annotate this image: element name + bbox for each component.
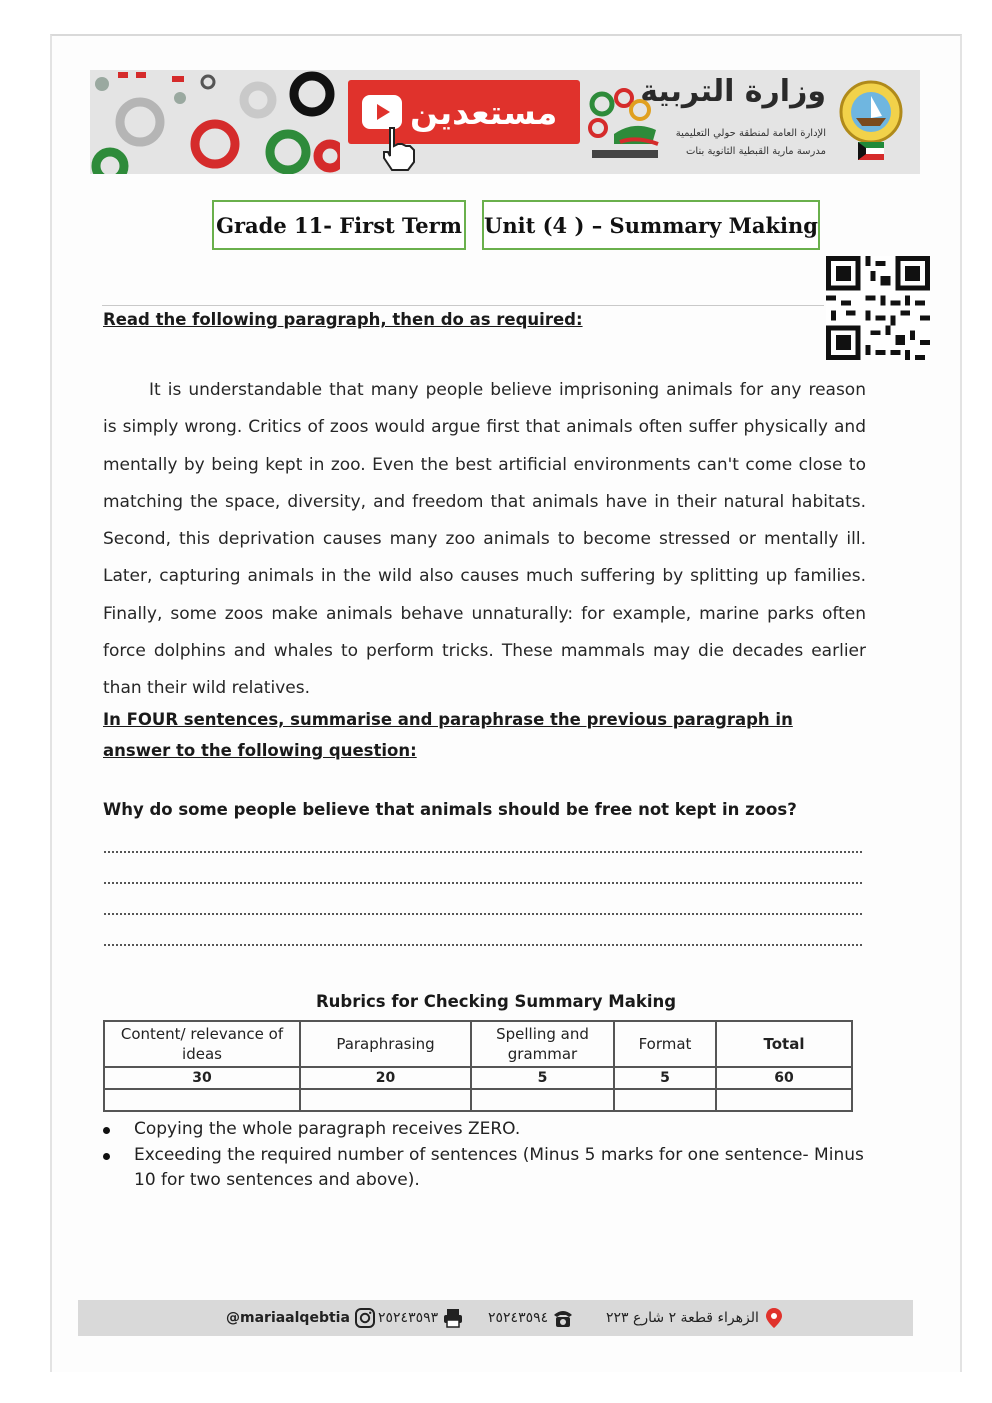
note-item — [103, 1117, 873, 1142]
fax-number: ٢٥٢٤٣٥٩٣ — [378, 1310, 439, 1326]
rubric-mark-cell: 30 — [104, 1067, 300, 1089]
bullet-icon — [103, 1153, 110, 1160]
rubric-header-cell: Paraphrasing — [300, 1021, 471, 1067]
qr-code-icon[interactable] — [826, 256, 930, 360]
ministry-title: وزارة التربية — [640, 74, 826, 109]
gears-icon — [90, 70, 340, 174]
task-instruction: In FOUR sentences, summarise and paraphrase the previous paragraph in answer to the following question: — [103, 710, 793, 760]
score-cell[interactable] — [716, 1089, 852, 1111]
divider — [102, 305, 824, 306]
rubric-header-row — [104, 1021, 852, 1067]
address-text: الزهراء قطعة ٢ شارع ٢٢٣ — [606, 1310, 759, 1326]
rubric-mark-cell: 20 — [300, 1067, 471, 1089]
phone-number: ٢٥٢٤٣٥٩٤ — [488, 1310, 549, 1326]
ministry-block — [584, 74, 834, 170]
rubric-header-cell: Spelling and grammar — [471, 1021, 614, 1067]
score-cell[interactable] — [471, 1089, 614, 1111]
score-cell[interactable] — [300, 1089, 471, 1111]
summary-question: Why do some people believe that animals should be free not kept in zoos? — [103, 800, 797, 819]
channel-name: مستعدين — [410, 92, 558, 132]
phone-icon — [552, 1307, 574, 1329]
score-cell[interactable] — [614, 1089, 716, 1111]
answer-line-2[interactable] — [104, 882, 862, 884]
instagram-icon — [354, 1307, 376, 1329]
unit-title: Unit (4 ) – Summary Making — [482, 200, 820, 250]
kuwait-emblem-icon — [838, 76, 904, 168]
bullet-icon — [103, 1127, 110, 1134]
rubric-mark-cell: 5 — [471, 1067, 614, 1089]
footer-fax — [378, 1300, 464, 1336]
rubric-header-cell: Content/ relevance of ideas — [104, 1021, 300, 1067]
rubric-mark-cell: 60 — [716, 1067, 852, 1089]
school-name: مدرسة مارية القبطية الثانوية بنات — [686, 146, 826, 157]
reading-passage: It is understandable that many people believe imprisoning animals for any reason is simply wrong. Critics of zoos would argue first that animals often suffer physically and mentally by being kept in zoo. Even the best artificial environments can't come close to matching the space, diversity, and freedom that animals have in their natural habitats. Second, this deprivation causes many zoo animals to become stressed or mentally ill. Later, capturing animals in the wild also causes much suffering by splitting up families. Finally, some zoos make animals behave unnaturally: for example, marine parks often force dolphins and whales to perform tricks. These mammals may die decades earlier than their wild relatives. — [103, 380, 866, 699]
rubric-header-cell: Total — [716, 1021, 852, 1067]
instruction-heading: Read the following paragraph, then do as required: — [103, 310, 583, 329]
footer-phone — [488, 1300, 574, 1336]
footer-address — [606, 1300, 785, 1336]
note-text: Copying the whole paragraph receives ZERO. — [134, 1119, 521, 1139]
footer-instagram[interactable] — [226, 1300, 376, 1336]
rubric-title: Rubrics for Checking Summary Making — [315, 992, 677, 1011]
rubric-marks-row — [104, 1067, 852, 1089]
rubric-mark-cell: 5 — [614, 1067, 716, 1089]
score-cell[interactable] — [104, 1089, 300, 1111]
location-pin-icon — [763, 1307, 785, 1329]
grade-title: Grade 11- First Term — [212, 200, 466, 250]
answer-line-4[interactable] — [104, 944, 862, 946]
note-text: Exceeding the required number of sentences (Minus 5 marks for one sentence- Minus 10 for two sentences and above). — [134, 1145, 864, 1190]
hand-cursor-icon — [376, 122, 426, 172]
instagram-handle: @mariaalqebtia — [226, 1310, 350, 1326]
rubric-notes — [103, 1117, 873, 1194]
rubric-table — [103, 1020, 853, 1112]
rubric-score-row — [104, 1089, 852, 1111]
printer-icon — [442, 1307, 464, 1329]
header-banner — [90, 70, 920, 174]
answer-line-1[interactable] — [104, 851, 862, 853]
note-item — [103, 1143, 873, 1193]
ministry-directorate: الإدارة العامة لمنطقة حولي التعليمية — [675, 128, 826, 139]
footer-bar — [78, 1300, 913, 1336]
rubric-header-cell: Format — [614, 1021, 716, 1067]
answer-line-3[interactable] — [104, 913, 862, 915]
